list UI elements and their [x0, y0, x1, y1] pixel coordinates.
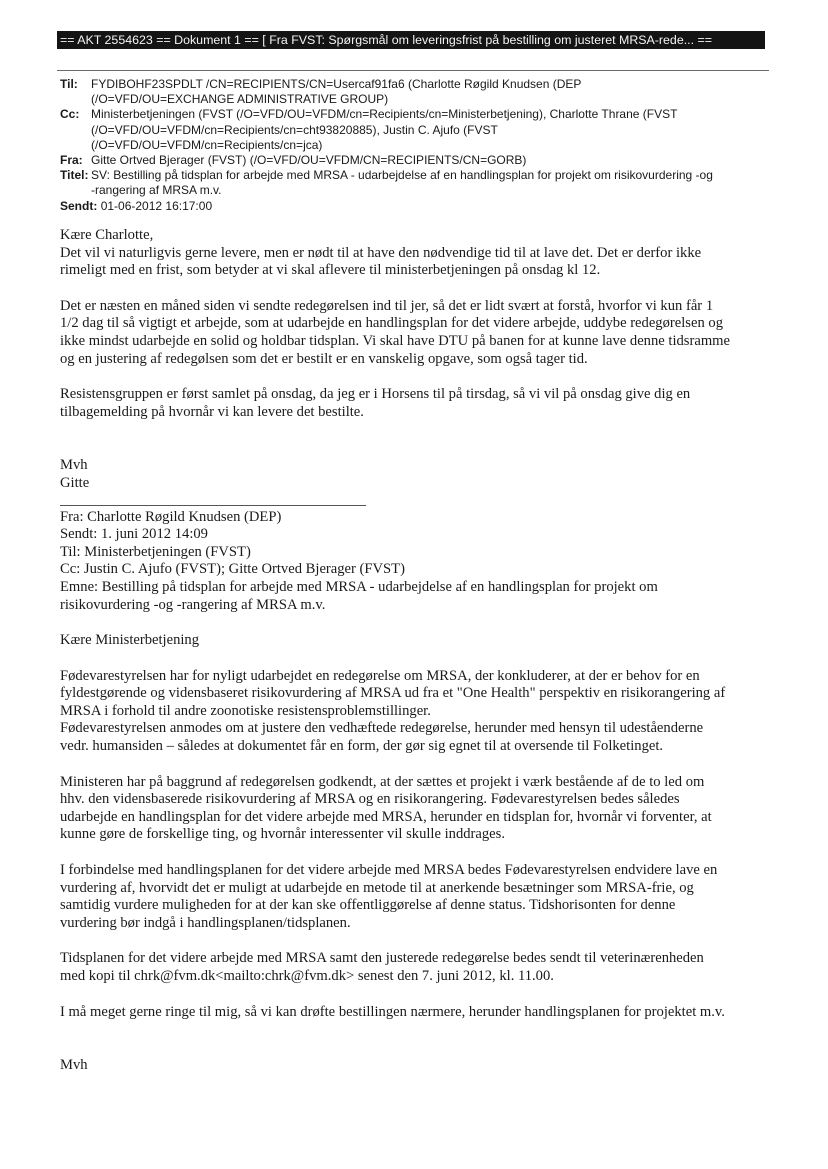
original-cc: Cc: Justin C. Ajufo (FVST); Gitte Ortved Bjerager (FVST) [60, 561, 405, 578]
reply-paragraph-3 [60, 386, 766, 421]
header-cc [60, 107, 780, 153]
header-divider [57, 70, 769, 71]
header-fra [60, 153, 780, 168]
original-emne [60, 579, 766, 614]
email-body [60, 227, 766, 1075]
original-fra: Fra: Charlotte Røgild Knudsen (DEP) [60, 508, 282, 525]
header-sendt [60, 199, 780, 214]
text-line: I forbindelse med handlingsplanen for det videre arbejde med MRSA bedes Fødevarestyrelsen endvidere lave en [60, 862, 718, 879]
original-paragraph-1 [60, 668, 766, 756]
til-line: (/O=VFD/OU=EXCHANGE ADMINISTRATIVE GROUP) [91, 92, 389, 107]
titel-line: -rangering af MRSA m.v. [91, 183, 222, 198]
header-til [60, 77, 780, 107]
til-line: FYDIBOHF23SPDLT /CN=RECIPIENTS/CN=Usercaf91fa6 (Charlotte Røgild Knudsen (DEP [91, 77, 582, 91]
original-paragraph-2 [60, 774, 766, 844]
text-line: Det vil vi naturligvis gerne levere, men er nødt til at have den nødvendige tid til at lave det. Det er derfor ikke [60, 244, 702, 261]
text-line: MRSA i forhold til andre zoonotiske resistensproblemstillinger. [60, 702, 431, 719]
fra-label: Fra: [60, 153, 83, 168]
titel-line: SV: Bestilling på tidsplan for arbejde med MRSA - udarbejdelse af en handlingsplan for projekt om risikovurdering -og [91, 168, 713, 183]
text-line: Emne: Bestilling på tidsplan for arbejde med MRSA - udarbejdelse af en handlingsplan for projekt om [60, 578, 658, 595]
text-line: fyldestgørende og vidensbaseret risikovurdering af MRSA ud fra et "One Health" perspektiv en risikorangering af [60, 685, 726, 702]
text-line: Resistensgruppen er først samlet på onsdag, da jeg er i Horsens til på tirsdag, så vi vil på onsdag give dig en [60, 386, 691, 403]
original-til: Til: Ministerbetjeningen (FVST) [60, 543, 251, 560]
reply-signature: Gitte [60, 474, 90, 491]
text-line: vurdering bør indgå i handlingsplanen/tidsplanen. [60, 914, 351, 931]
cc-line: (/O=VFD/OU=VFDM/cn=Recipients/cn=cht93820885), Justin C. Ajufo (FVST [91, 122, 498, 137]
titel-value [91, 168, 780, 198]
text-line: Det er næsten en måned siden vi sendte redegørelsen ind til jer, så det er lidt svært at forstå, hvorfor vi kun får 1 [60, 297, 714, 314]
text-line: vurdering af, hvorvidt det er muligt at udarbejde en metode til at anerkende besætninger som MRSA-frie, og [60, 879, 694, 896]
reply-closing: Mvh [60, 457, 88, 474]
reply-paragraph-2 [60, 298, 766, 368]
til-value [91, 77, 780, 107]
text-line: udarbejde en handlingsplan for det videre arbejde med MRSA, herunder en tidsplan for, hvornår vi forventer, at [60, 808, 712, 825]
original-sendt: Sendt: 1. juni 2012 14:09 [60, 526, 208, 543]
sendt-label: Sendt: [60, 198, 98, 213]
text-line: Fødevarestyrelsen anmodes om at justere den vedhæftede redegørelse, herunder med hensyn til udeståenderne [60, 720, 704, 737]
text-line: vedr. humansiden – således at dokumentet får en form, der gør sig egnet til at oversende til Folketinget. [60, 738, 664, 755]
text-line: tilbagemelding på hvornår vi kan levere det bestilte. [60, 403, 364, 420]
reply-greeting: Kære Charlotte, [60, 227, 154, 243]
original-greeting: Kære Ministerbetjening [60, 632, 200, 649]
titel-label: Titel: [60, 168, 89, 183]
text-line: Fødevarestyrelsen har for nyligt udarbejdet en redegørelse om MRSA, der konkluderer, at der er behov for en [60, 667, 700, 684]
text-line: risikovurdering -og -rangering af MRSA m.v. [60, 596, 326, 613]
header-titel [60, 168, 780, 198]
original-paragraph-5: I må meget gerne ringe til mig, så vi kan drøfte bestillingen nærmere, herunder handlingsplanen for projektet m.v. [60, 1003, 725, 1020]
cc-line: (/O=VFD/OU=VFDM/cn=Recipients/cn=jca) [91, 137, 323, 152]
text-line: med kopi til chrk@fvm.dk<mailto:chrk@fvm.dk> senest den 7. juni 2012, kl. 11.00. [60, 968, 554, 984]
cc-line: Ministerbetjeningen (FVST (/O=VFD/OU=VFDM/cn=Recipients/cn=Ministerbetjening), Charlotte Thrane (FVST [91, 107, 678, 122]
email-headers [60, 77, 780, 214]
cc-label: Cc: [60, 107, 80, 122]
cc-value [91, 107, 780, 153]
text-line: samtidig vurdere muligheden for at der kan ske offentliggørelse af denne status. Tidshorisonten for denne [60, 897, 676, 914]
reply-paragraph-1 [60, 245, 766, 280]
text-line: Tidsplanen for det videre arbejde med MRSA samt den justerede redegørelse bedes sendt til veterinærenheden [60, 950, 704, 967]
original-paragraph-3 [60, 862, 766, 932]
original-closing: Mvh [60, 1057, 88, 1074]
fra-value: Gitte Ortved Bjerager (FVST) (/O=VFD/OU=VFDM/CN=RECIPIENTS/CN=GORB) [91, 153, 527, 168]
text-line: 1/2 dag til så vigtigt et arbejde, som at udarbejde en handlingsplan for det videre arbejde, uddybe redegørelsen og [60, 315, 723, 332]
text-line: kunne gøre de forskellige ting, og hvornår interessenter vil skulle inddrages. [60, 826, 505, 843]
text-line: rimeligt med en frist, som betyder at vi skal aflevere til ministerbetjeningen på onsdag kl 12. [60, 262, 601, 279]
text-line: hhv. den vidensbaserede risikovurdering af MRSA og en risikorangering. Fødevarestyrelsen bedes således [60, 791, 680, 808]
til-label: Til: [60, 77, 78, 91]
document-title-bar: == AKT 2554623 == Dokument 1 == [ Fra FVST: Spørgsmål om leveringsfrist på bestilling om justeret MRSA-rede... == [57, 31, 765, 49]
sendt-value: 01-06-2012 16:17:00 [100, 198, 213, 213]
text-line: Ministeren har på baggrund af redegørelsen godkendt, at der sættes et projekt i værk bestående af de to led om [60, 773, 705, 790]
text-line: ikke mindst udarbejde en solid og holdbar tidsplan. Vi skal have DTU på banen for at kunne lave denne tidsramme [60, 332, 730, 349]
original-paragraph-4 [60, 950, 766, 985]
text-line: og en justering af redegølsen som det er bestilt er en vanskelig opgave, som også tager tid. [60, 350, 588, 367]
